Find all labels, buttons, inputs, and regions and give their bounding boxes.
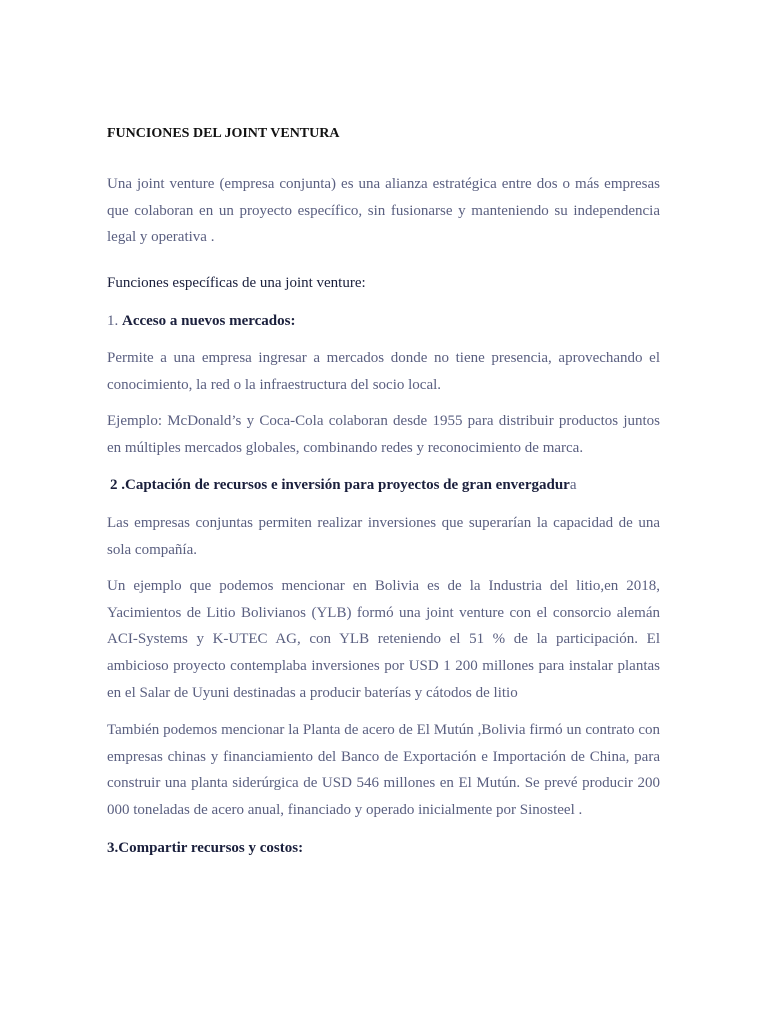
section3-title: 3.Compartir recursos y costos: <box>107 840 304 856</box>
intro-paragraph: Una joint venture (empresa conjunta) es una alianza estratégica entre dos o más empresas que colaboran en un proyecto específico, sin fusionarse y manteniendo su independencia legal y operativa . <box>107 176 660 246</box>
functions-heading: Funciones específicas de una joint venture: <box>107 275 366 291</box>
section2-paragraph-1: Las empresas conjuntas permiten realizar inversiones que superarían la capacidad de una sola compañía. <box>107 515 660 558</box>
section2-heading <box>110 472 663 499</box>
section1-heading <box>107 308 660 335</box>
section2-title: 2 .Captación de recursos e inversión para proyectos de gran envergadur <box>110 477 570 493</box>
section3-heading <box>107 835 660 862</box>
document-title: FUNCIONES DEL JOINT VENTURA <box>107 126 340 141</box>
section1-paragraph-2: Ejemplo: McDonald’s y Coca-Cola colaboran desde 1955 para distribuir productos juntos en múltiples mercados globales, combinando redes y reconocimiento de marca. <box>107 413 660 456</box>
section1-title: Acceso a nuevos mercados: <box>122 313 296 329</box>
section1-number: 1. <box>107 313 119 329</box>
section2-paragraph-3: También podemos mencionar la Planta de acero de El Mutún ,Bolivia firmó un contrato con empresas chinas y financiamiento del Banco de Exportación e Importación de China, para construir una planta siderúrgica de USD 546 millones en El Mutún. Se prevé producir 200 000 toneladas de acero anual, financiado y operado inicialmente por Sinosteel . <box>107 722 660 819</box>
section2-title-tail: a <box>569 477 577 493</box>
section1-paragraph-1: Permite a una empresa ingresar a mercados donde no tiene presencia, aprovechando el conocimiento, la red o la infraestructura del socio local. <box>107 350 660 393</box>
section2-paragraph-2: Un ejemplo que podemos mencionar en Bolivia es de la Industria del litio,en 2018, Yacimientos de Litio Bolivianos (YLB) formó una joint venture con el consorcio alemán ACI-Systems y K-UTEC AG, con YLB reteniendo el 51 % de la participación. El ambicioso proyecto contemplaba inversiones por USD 1 200 millones para instalar plantas en el Salar de Uyuni destinadas a producir baterías y cátodos de litio <box>107 578 660 701</box>
